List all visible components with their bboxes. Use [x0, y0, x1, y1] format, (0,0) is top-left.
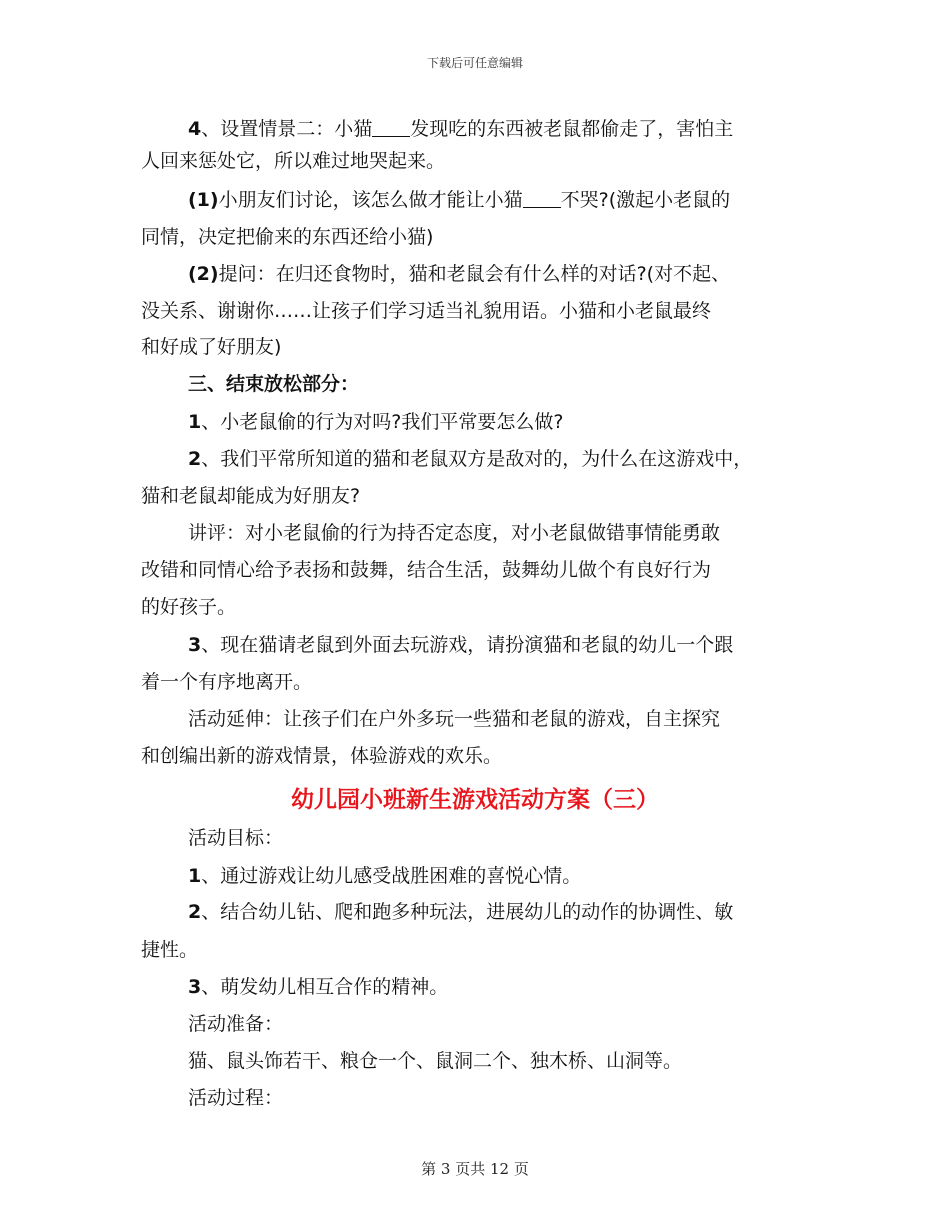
list-number: 2 — [188, 901, 202, 923]
text-line — [188, 410, 563, 434]
line-text: 活动目标： — [188, 827, 284, 849]
line-text-continued: 发现吃的东西被老鼠都偷走了，害怕主 — [410, 118, 734, 140]
text-line — [141, 335, 281, 359]
line-text: 、现在猫请老鼠到外面去玩游戏，请扮演猫和老鼠的幼儿一个跟 — [201, 634, 734, 656]
line-text: 的好孩子。 — [141, 596, 237, 618]
text-line — [188, 1086, 283, 1110]
line-text: 、通过游戏让幼儿感受战胜困难的喜悦心情。 — [201, 865, 582, 887]
text-line — [141, 595, 236, 619]
list-number: 1 — [188, 865, 202, 887]
line-text: 捷性。 — [141, 939, 199, 961]
list-number: 1 — [188, 411, 202, 433]
text-line — [188, 372, 359, 396]
text-line — [188, 447, 752, 471]
line-text: 同情，决定把偷来的东西还给小猫) — [141, 226, 434, 248]
page-footer: 第 3 页共 12 页 — [421, 1160, 529, 1178]
text-line — [188, 826, 283, 850]
line-text: 改错和同情心给予表扬和鼓舞，结合生活，鼓舞幼儿做个有良好行为 — [141, 559, 712, 581]
list-number: 3 — [188, 634, 202, 656]
text-line — [141, 938, 198, 962]
line-text: 活动过程： — [188, 1087, 284, 1109]
text-line — [188, 521, 720, 545]
line-text: 人回来惩处它，所以难过地哭起来。 — [141, 150, 446, 172]
line-text: 、萌发幼儿相互合作的精神。 — [201, 976, 449, 998]
line-text: 和创编出新的游戏情景，体验游戏的欢乐。 — [141, 745, 503, 767]
text-line — [141, 484, 360, 508]
line-text: 猫、鼠头饰若干、粮仓一个、鼠洞二个、独木桥、山洞等。 — [188, 1050, 683, 1072]
text-line — [188, 633, 733, 657]
line-text: 着一个有序地离开。 — [141, 671, 313, 693]
line-text: 活动延伸：让孩子们在户外多玩一些猫和老鼠的游戏，自主探究 — [188, 708, 721, 730]
line-text: 猫和老鼠却能成为好朋友? — [141, 485, 361, 507]
text-line — [188, 1012, 283, 1036]
text-line — [188, 188, 730, 212]
line-text: 、结合幼儿钻、爬和跑多种玩法，进展幼儿的动作的协调性、敏 — [201, 901, 734, 923]
list-number: 4 — [188, 118, 202, 140]
fill-blank — [523, 189, 561, 208]
text-line — [141, 299, 711, 323]
text-line — [188, 900, 733, 924]
list-number: 3 — [188, 976, 202, 998]
line-text: 提问：在归还食物时，猫和老鼠会有什么样的对话?(对不起、 — [218, 263, 731, 285]
list-number: 2 — [188, 448, 202, 470]
section-title: 幼儿园小班新生游戏活动方案（三） — [291, 787, 659, 813]
line-text: 、小老鼠偷的行为对吗?我们平常要怎么做? — [201, 411, 564, 433]
text-line — [188, 262, 730, 286]
text-line — [141, 670, 312, 694]
line-text-continued: 不哭?(激起小老鼠的 — [560, 189, 731, 211]
text-line — [188, 707, 720, 731]
list-number: (1) — [188, 189, 219, 211]
text-line — [141, 744, 502, 768]
line-text: 和好成了好朋友) — [141, 336, 282, 358]
line-text: 、我们平常所知道的猫和老鼠双方是敌对的，为什么在这游戏中， — [201, 448, 753, 470]
text-line — [141, 558, 711, 582]
text-line — [141, 149, 445, 173]
line-text: 三、结束放松部分： — [188, 373, 360, 395]
text-line — [188, 117, 733, 141]
text-line — [188, 1049, 682, 1073]
line-text: 活动准备： — [188, 1013, 284, 1035]
page-header: 下载后可任意编辑 — [426, 56, 523, 70]
list-number: (2) — [188, 263, 219, 285]
text-line — [188, 975, 448, 999]
line-text: 讲评：对小老鼠偷的行为持否定态度，对小老鼠做错事情能勇敢 — [188, 522, 721, 544]
fill-blank — [372, 118, 410, 137]
line-text: 小朋友们讨论，该怎么做才能让小猫 — [218, 189, 523, 211]
line-text: 、设置情景二：小猫 — [201, 118, 373, 140]
text-line — [141, 225, 433, 249]
text-line — [188, 864, 581, 888]
line-text: 没关系、谢谢你……让孩子们学习适当礼貌用语。小猫和小老鼠最终 — [141, 300, 712, 322]
